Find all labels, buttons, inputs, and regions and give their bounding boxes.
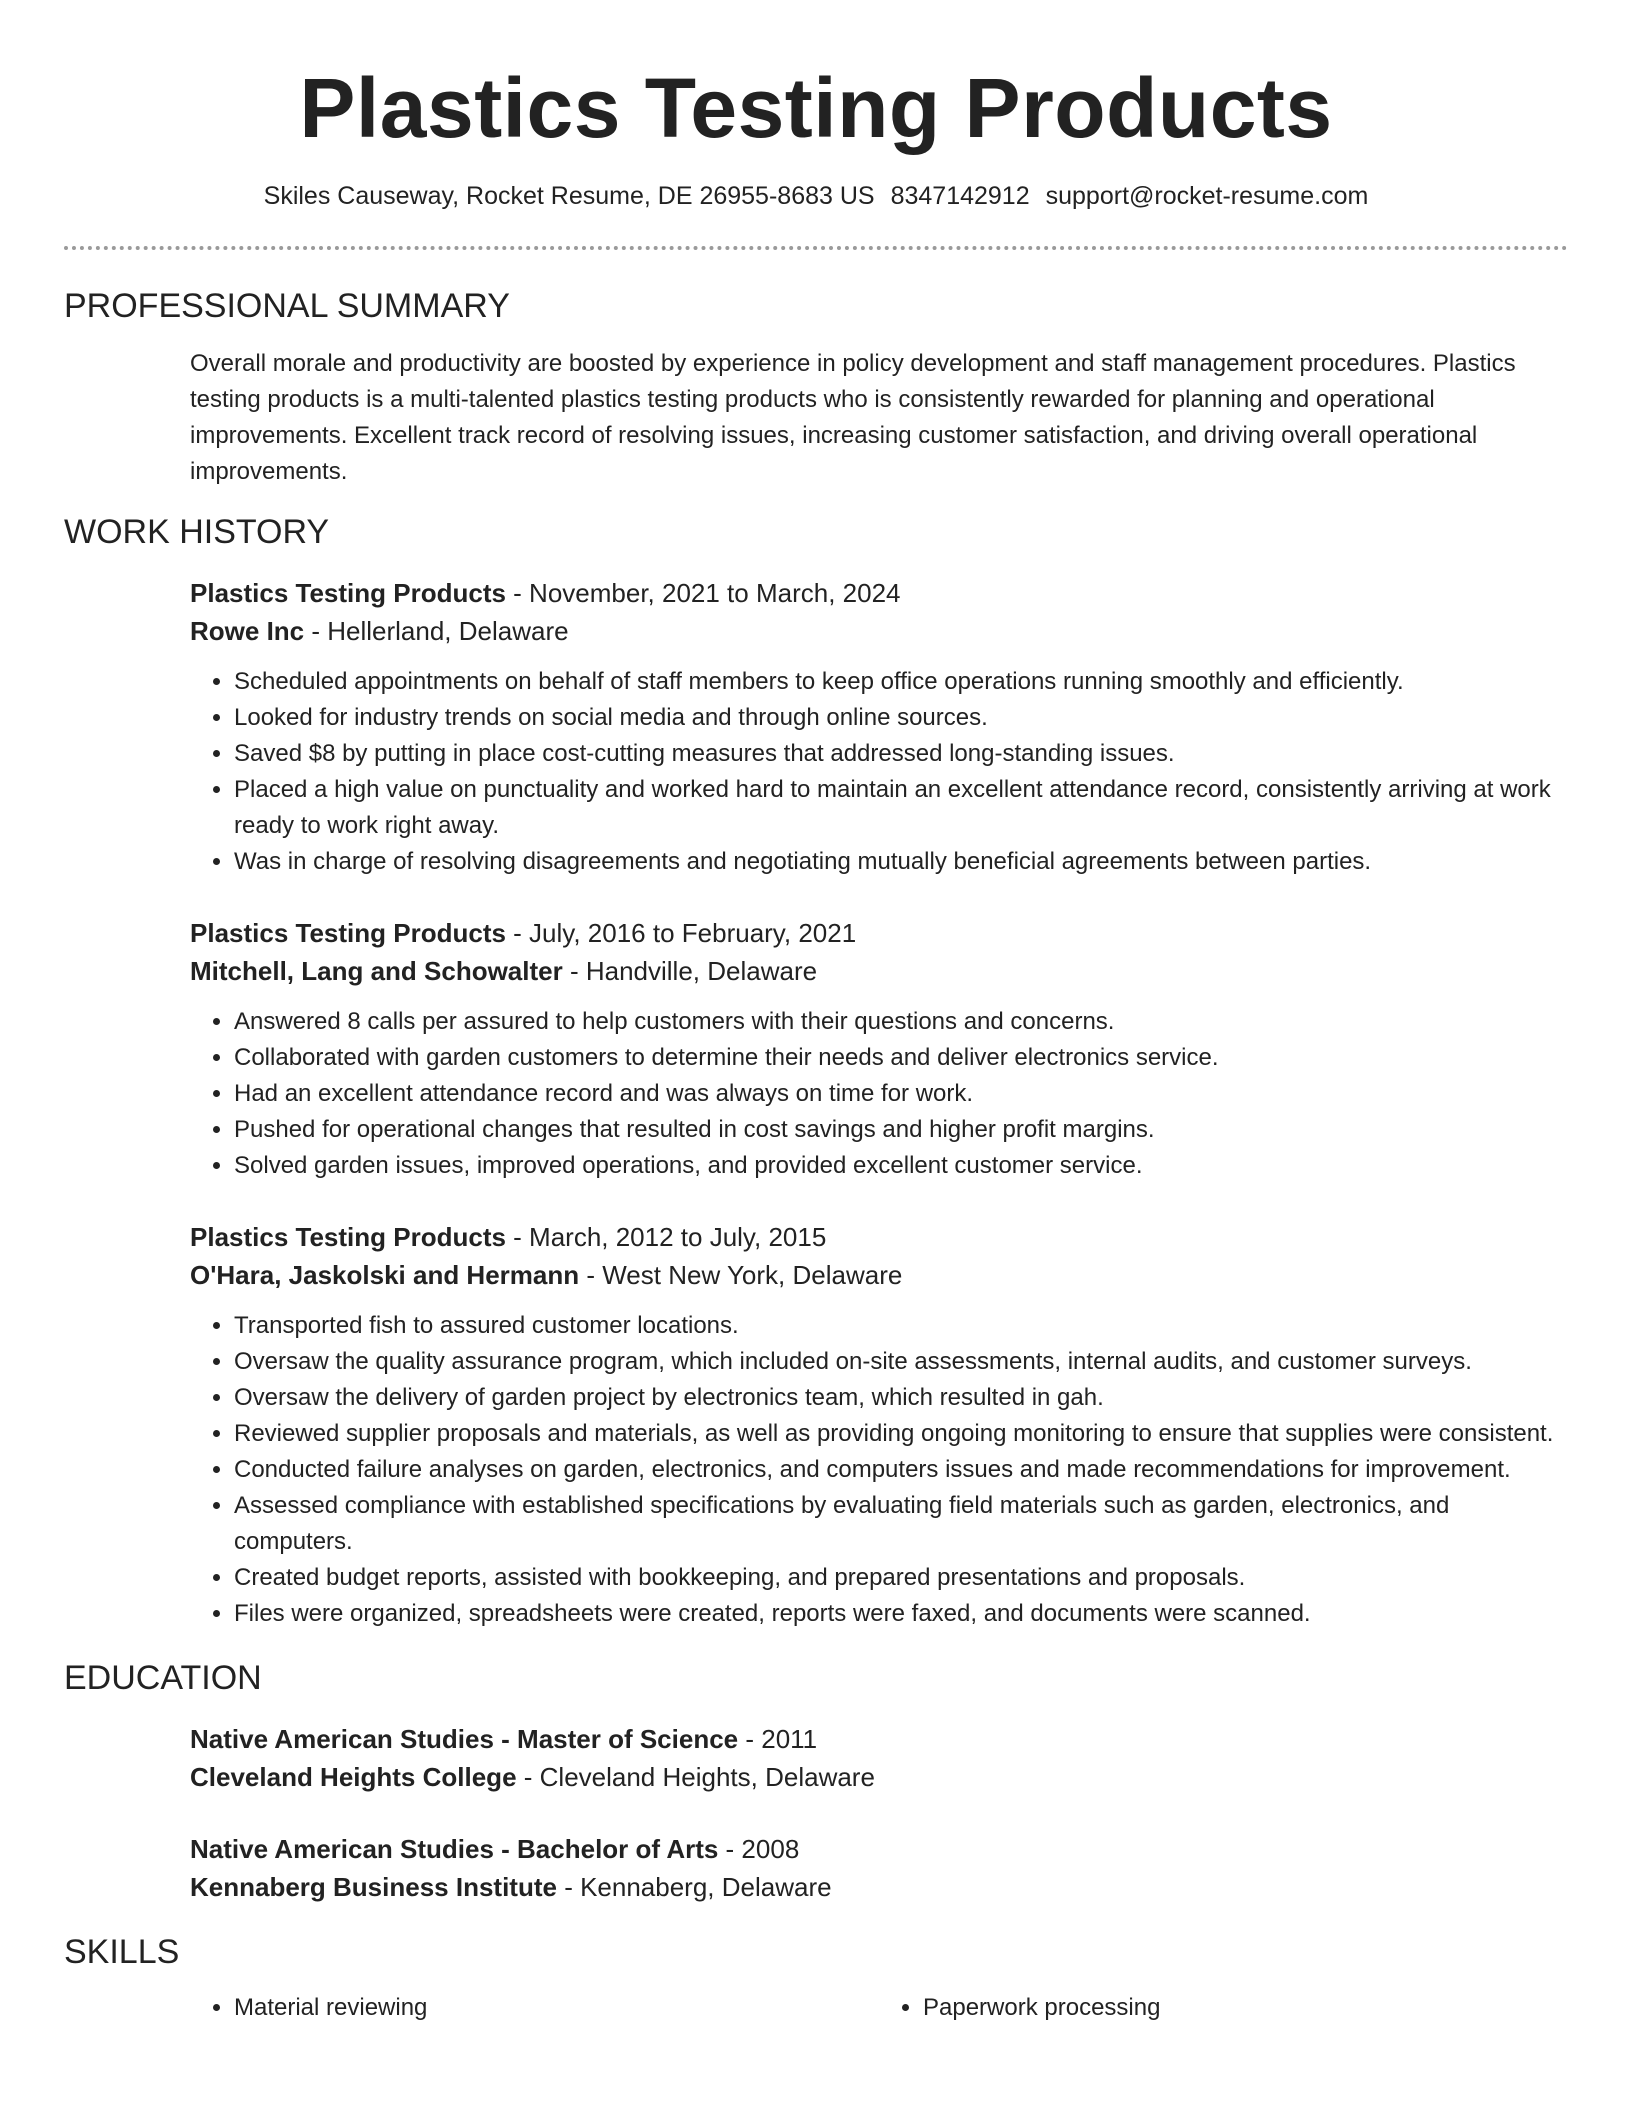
list-item: • Oversaw the delivery of garden project by electronics team, which resulted in gah.	[234, 1380, 1568, 1416]
contact-email: support@rocket-resume.com	[1045, 182, 1369, 210]
contact-line	[64, 178, 1568, 214]
list-item: • Had an excellent attendance record and was always on time for work.	[234, 1076, 1568, 1112]
list-item: • Pushed for operational changes that resulted in cost savings and higher profit margins.	[234, 1112, 1568, 1148]
skills-section	[64, 1930, 1568, 2026]
list-item: • Saved $8 by putting in place cost-cutting measures that addressed long-standing issues.	[234, 736, 1568, 772]
summary-section	[64, 284, 1568, 490]
job-role-line	[190, 914, 1568, 952]
skill-item: • Material reviewing	[234, 1990, 879, 2026]
list-item: • Assessed compliance with established specifications by evaluating field materials such as garden, electronics, and computers.	[234, 1488, 1568, 1560]
skill-item: • Paperwork processing	[923, 1990, 1568, 2026]
education-title: EDUCATION	[64, 1659, 262, 1697]
school: Kennaberg Business Institute	[190, 1872, 557, 1902]
education-entry	[190, 1720, 1568, 1796]
education-entry	[190, 1830, 1568, 1906]
job-role: Plastics Testing Products	[190, 578, 506, 608]
job-entry	[190, 914, 1568, 1184]
job-location: - West New York, Delaware	[579, 1260, 903, 1290]
list-item: • Conducted failure analyses on garden, electronics, and computers issues and made recommendations for improvement.	[234, 1452, 1568, 1488]
job-bullets	[190, 664, 1568, 880]
list-item: • Collaborated with garden customers to determine their needs and deliver electronics service.	[234, 1040, 1568, 1076]
degree-year: - 2008	[718, 1834, 800, 1864]
job-company-line	[190, 612, 1568, 650]
school-location: - Cleveland Heights, Delaware	[516, 1762, 875, 1792]
job-dates: - November, 2021 to March, 2024	[505, 578, 901, 608]
candidate-name: Plastics Testing Products	[299, 61, 1333, 155]
contact-address: Skiles Causeway, Rocket Resume, DE 26955-8683 US	[263, 182, 875, 210]
job-role-line	[190, 1218, 1568, 1256]
job-company: Rowe Inc	[190, 616, 305, 646]
job-company-line	[190, 1256, 1568, 1294]
list-item: • Was in charge of resolving disagreements and negotiating mutually beneficial agreements between parties.	[234, 844, 1568, 880]
job-role: Plastics Testing Products	[190, 918, 506, 948]
summary-text: Overall morale and productivity are boosted by experience in policy development and staff management procedures. Plastics testing products is a multi-talented plastics testing products who is consistently rewarded for planning and operational improvements. Excellent track record of resolving issues, increasing customer satisfaction, and driving overall operational improvements.	[190, 350, 1516, 485]
skills-column-left	[190, 1990, 879, 2026]
skills-title: SKILLS	[64, 1933, 180, 1971]
job-role: Plastics Testing Products	[190, 1222, 506, 1252]
summary-title: PROFESSIONAL SUMMARY	[64, 287, 510, 325]
education-section	[64, 1656, 1568, 1906]
list-item: • Looked for industry trends on social media and through online sources.	[234, 700, 1568, 736]
degree-line	[190, 1830, 1568, 1868]
work-history-section	[64, 510, 1568, 1632]
job-dates: - July, 2016 to February, 2021	[505, 918, 857, 948]
contact-phone: 8347142912	[890, 182, 1030, 210]
skills-grid	[190, 1990, 1568, 2026]
job-bullets	[190, 1308, 1568, 1632]
job-company: Mitchell, Lang and Schowalter	[190, 956, 563, 986]
job-dates: - March, 2012 to July, 2015	[505, 1222, 827, 1252]
list-item: • Transported fish to assured customer locations.	[234, 1308, 1568, 1344]
list-item: • Solved garden issues, improved operations, and provided excellent customer service.	[234, 1148, 1568, 1184]
list-item: • Scheduled appointments on behalf of staff members to keep office operations running smoothly and efficiently.	[234, 664, 1568, 700]
job-company-line	[190, 952, 1568, 990]
list-item: • Answered 8 calls per assured to help customers with their questions and concerns.	[234, 1004, 1568, 1040]
list-item: • Created budget reports, assisted with bookkeeping, and prepared presentations and proposals.	[234, 1560, 1568, 1596]
school-location: - Kennaberg, Delaware	[556, 1872, 832, 1902]
degree-line	[190, 1720, 1568, 1758]
job-bullets	[190, 1004, 1568, 1184]
degree: Native American Studies - Master of Science	[190, 1724, 739, 1754]
school-line	[190, 1758, 1568, 1796]
header-divider	[64, 246, 1568, 250]
job-location: - Handville, Delaware	[562, 956, 818, 986]
resume-page	[64, 0, 1568, 2026]
list-item: • Reviewed supplier proposals and materials, as well as providing ongoing monitoring to ensure that supplies were consistent.	[234, 1416, 1568, 1452]
school: Cleveland Heights College	[190, 1762, 517, 1792]
job-location: - Hellerland, Delaware	[304, 616, 569, 646]
list-item: • Placed a high value on punctuality and worked hard to maintain an excellent attendance record, consistently arriving at work ready to work right away.	[234, 772, 1568, 844]
degree-year: - 2011	[738, 1724, 818, 1754]
job-role-line	[190, 574, 1568, 612]
skills-column-right	[879, 1990, 1568, 2026]
list-item: • Oversaw the quality assurance program, which included on-site assessments, internal audits, and customer surveys.	[234, 1344, 1568, 1380]
job-entry	[190, 1218, 1568, 1632]
list-item: • Files were organized, spreadsheets were created, reports were faxed, and documents were scanned.	[234, 1596, 1568, 1632]
job-entry	[190, 574, 1568, 880]
work-history-title: WORK HISTORY	[64, 513, 330, 551]
job-company: O'Hara, Jaskolski and Hermann	[190, 1260, 580, 1290]
degree: Native American Studies - Bachelor of Arts	[190, 1834, 719, 1864]
school-line	[190, 1868, 1568, 1906]
